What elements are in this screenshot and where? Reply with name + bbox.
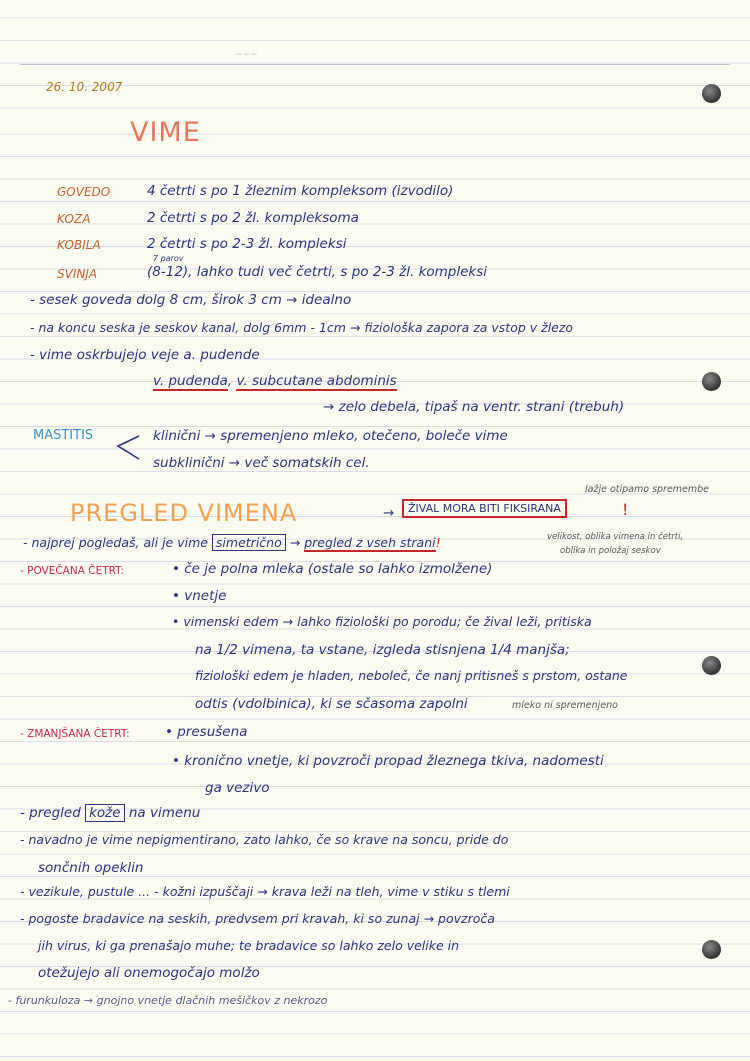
vime-line-1: - sesek goveda dolg 8 cm, širok 3 cm → idealno: [30, 292, 352, 308]
species-text-koza: 2 četrti s po 2 žl. kompleksoma: [147, 210, 359, 226]
vime-line-2: - na koncu seska je seskov kanal, dolg 6mm - 1cm → fiziološka zapora za vstop v žlezo: [30, 320, 574, 335]
faint-header-scribble: ~~~: [235, 50, 258, 60]
date: 26. 10. 2007: [46, 80, 123, 94]
povecana-item-2: • vnetje: [172, 588, 227, 604]
povecana-item-4: na 1/2 vimena, ta vstane, izgleda stisnjena 1/4 manjša;: [195, 642, 570, 658]
vessel-list: [153, 373, 397, 389]
zmanjsana-label: - ZMANJŠANA ČETRT:: [20, 728, 130, 740]
punch-hole: [702, 84, 721, 103]
species-text-svinja: (8-12), lahko tudi več četrti, s po 2-3 žl. kompleksi: [147, 264, 488, 280]
species-text-kobila: 2 četrti s po 2-3 žl. kompleksi: [147, 236, 347, 252]
species-label-kobila: KOBILA: [57, 238, 101, 252]
povecana-item-5: fiziološki edem je hladen, neboleč, če nanj pritisneš s prstom, ostane: [195, 668, 628, 683]
section-title-vime: VIME: [130, 117, 201, 148]
final-line-4: - pogoste bradavice na seskih, predvsem pri kravah, ki so zunaj → povzroča: [20, 911, 495, 926]
povecana-item-1: • če je polna mleka (ostale so lahko izmolžene): [172, 561, 493, 577]
mastitis-label: MASTITIS: [33, 428, 94, 443]
koza-line: [20, 805, 200, 821]
fixation-exclaim: !: [622, 500, 629, 519]
mastitis-klinicni: klinični → spremenjeno mleko, otečeno, boleče vime: [153, 428, 508, 444]
punch-hole: [702, 656, 721, 675]
species-note-svinja: 7 parov: [153, 254, 184, 263]
vime-line-3: - vime oskrbujejo veje a. pudende: [30, 347, 260, 363]
pregled-all-sides: pregled z vseh strani: [304, 535, 436, 550]
povecana-item-3: • vimenski edem → lahko fiziološki po porodu; če žival leži, pritiska: [172, 614, 592, 629]
pregled-line-1-text: - najprej pogledaš, ali je vime: [23, 535, 208, 550]
fixation-box: [402, 501, 567, 516]
final-line-3: - vezikule, pustule ... - kožni izpuščaji → krava leži na tleh, vime v stiku s tlemi: [20, 884, 510, 899]
final-line-6: otežujejo ali onemogočajo molžo: [38, 965, 260, 981]
pregled-line-1-arrow: →: [289, 535, 301, 550]
fixation-text: ŽIVAL MORA BITI FIKSIRANA: [402, 499, 567, 518]
koza-box: kože: [85, 804, 124, 822]
final-line-2: sončnih opeklin: [38, 860, 144, 876]
vessel-note: → zelo debela, tipaš na ventr. strani (trebuh): [323, 399, 625, 415]
species-text-govedo: 4 četrti s po 1 žleznim kompleksom (izvodilo): [147, 183, 454, 199]
punch-hole: [702, 940, 721, 959]
pregled-line-1-exclaim: !: [435, 535, 441, 550]
final-line-5: jih virus, ki ga prenašajo muhe; te bradavice so lahko zelo velike in: [38, 938, 460, 953]
koza-post: na vimenu: [128, 805, 201, 821]
povecana-note: mleko ni spremenjeno: [512, 700, 618, 711]
zmanjsana-item-1: • presušena: [165, 724, 248, 740]
section-title-pregled: PREGLED VIMENA: [70, 499, 298, 527]
pregled-arrow: →: [383, 505, 395, 521]
symmetry-box: simetrično: [212, 534, 286, 551]
koza-pre: - pregled: [20, 805, 81, 821]
zmanjsana-item-2: • kronično vnetje, ki povzroči propad žleznega tkiva, nadomesti: [172, 753, 604, 769]
species-label-koza: KOZA: [57, 212, 91, 226]
pregled-note-1: velikost, oblika vimena in četrti,: [547, 532, 684, 542]
pregled-note-2: oblika in položaj seskov: [560, 546, 661, 556]
punch-hole: [702, 372, 721, 391]
footer-line: - furunkuloza → gnojno vnetje dlačnih mešičkov z nekrozo: [8, 994, 328, 1007]
header-rule: [20, 64, 730, 65]
bracket-icon: [115, 432, 141, 462]
vessel-separator: ,: [227, 373, 237, 389]
zmanjsana-item-3: ga vezivo: [205, 780, 270, 796]
fixation-note: lažje otipamo spremembe: [585, 484, 710, 495]
povecana-item-6: odtis (vdolbinica), ki se sčasoma zapolni: [195, 696, 468, 712]
species-label-govedo: GOVEDO: [57, 185, 111, 199]
vessel-pudenda: v. pudenda: [153, 373, 228, 389]
mastitis-subklinicni: subklinični → več somatskih cel.: [153, 455, 370, 471]
pregled-line-1: [23, 535, 441, 550]
species-label-svinja: SVINJA: [57, 267, 98, 281]
final-line-1: - navadno je vime nepigmentirano, zato lahko, če so krave na soncu, pride do: [20, 832, 509, 847]
vessel-subcutanea: v. subcutane abdominis: [236, 373, 397, 389]
povecana-label: - POVEČANA ČETRT:: [20, 565, 124, 577]
